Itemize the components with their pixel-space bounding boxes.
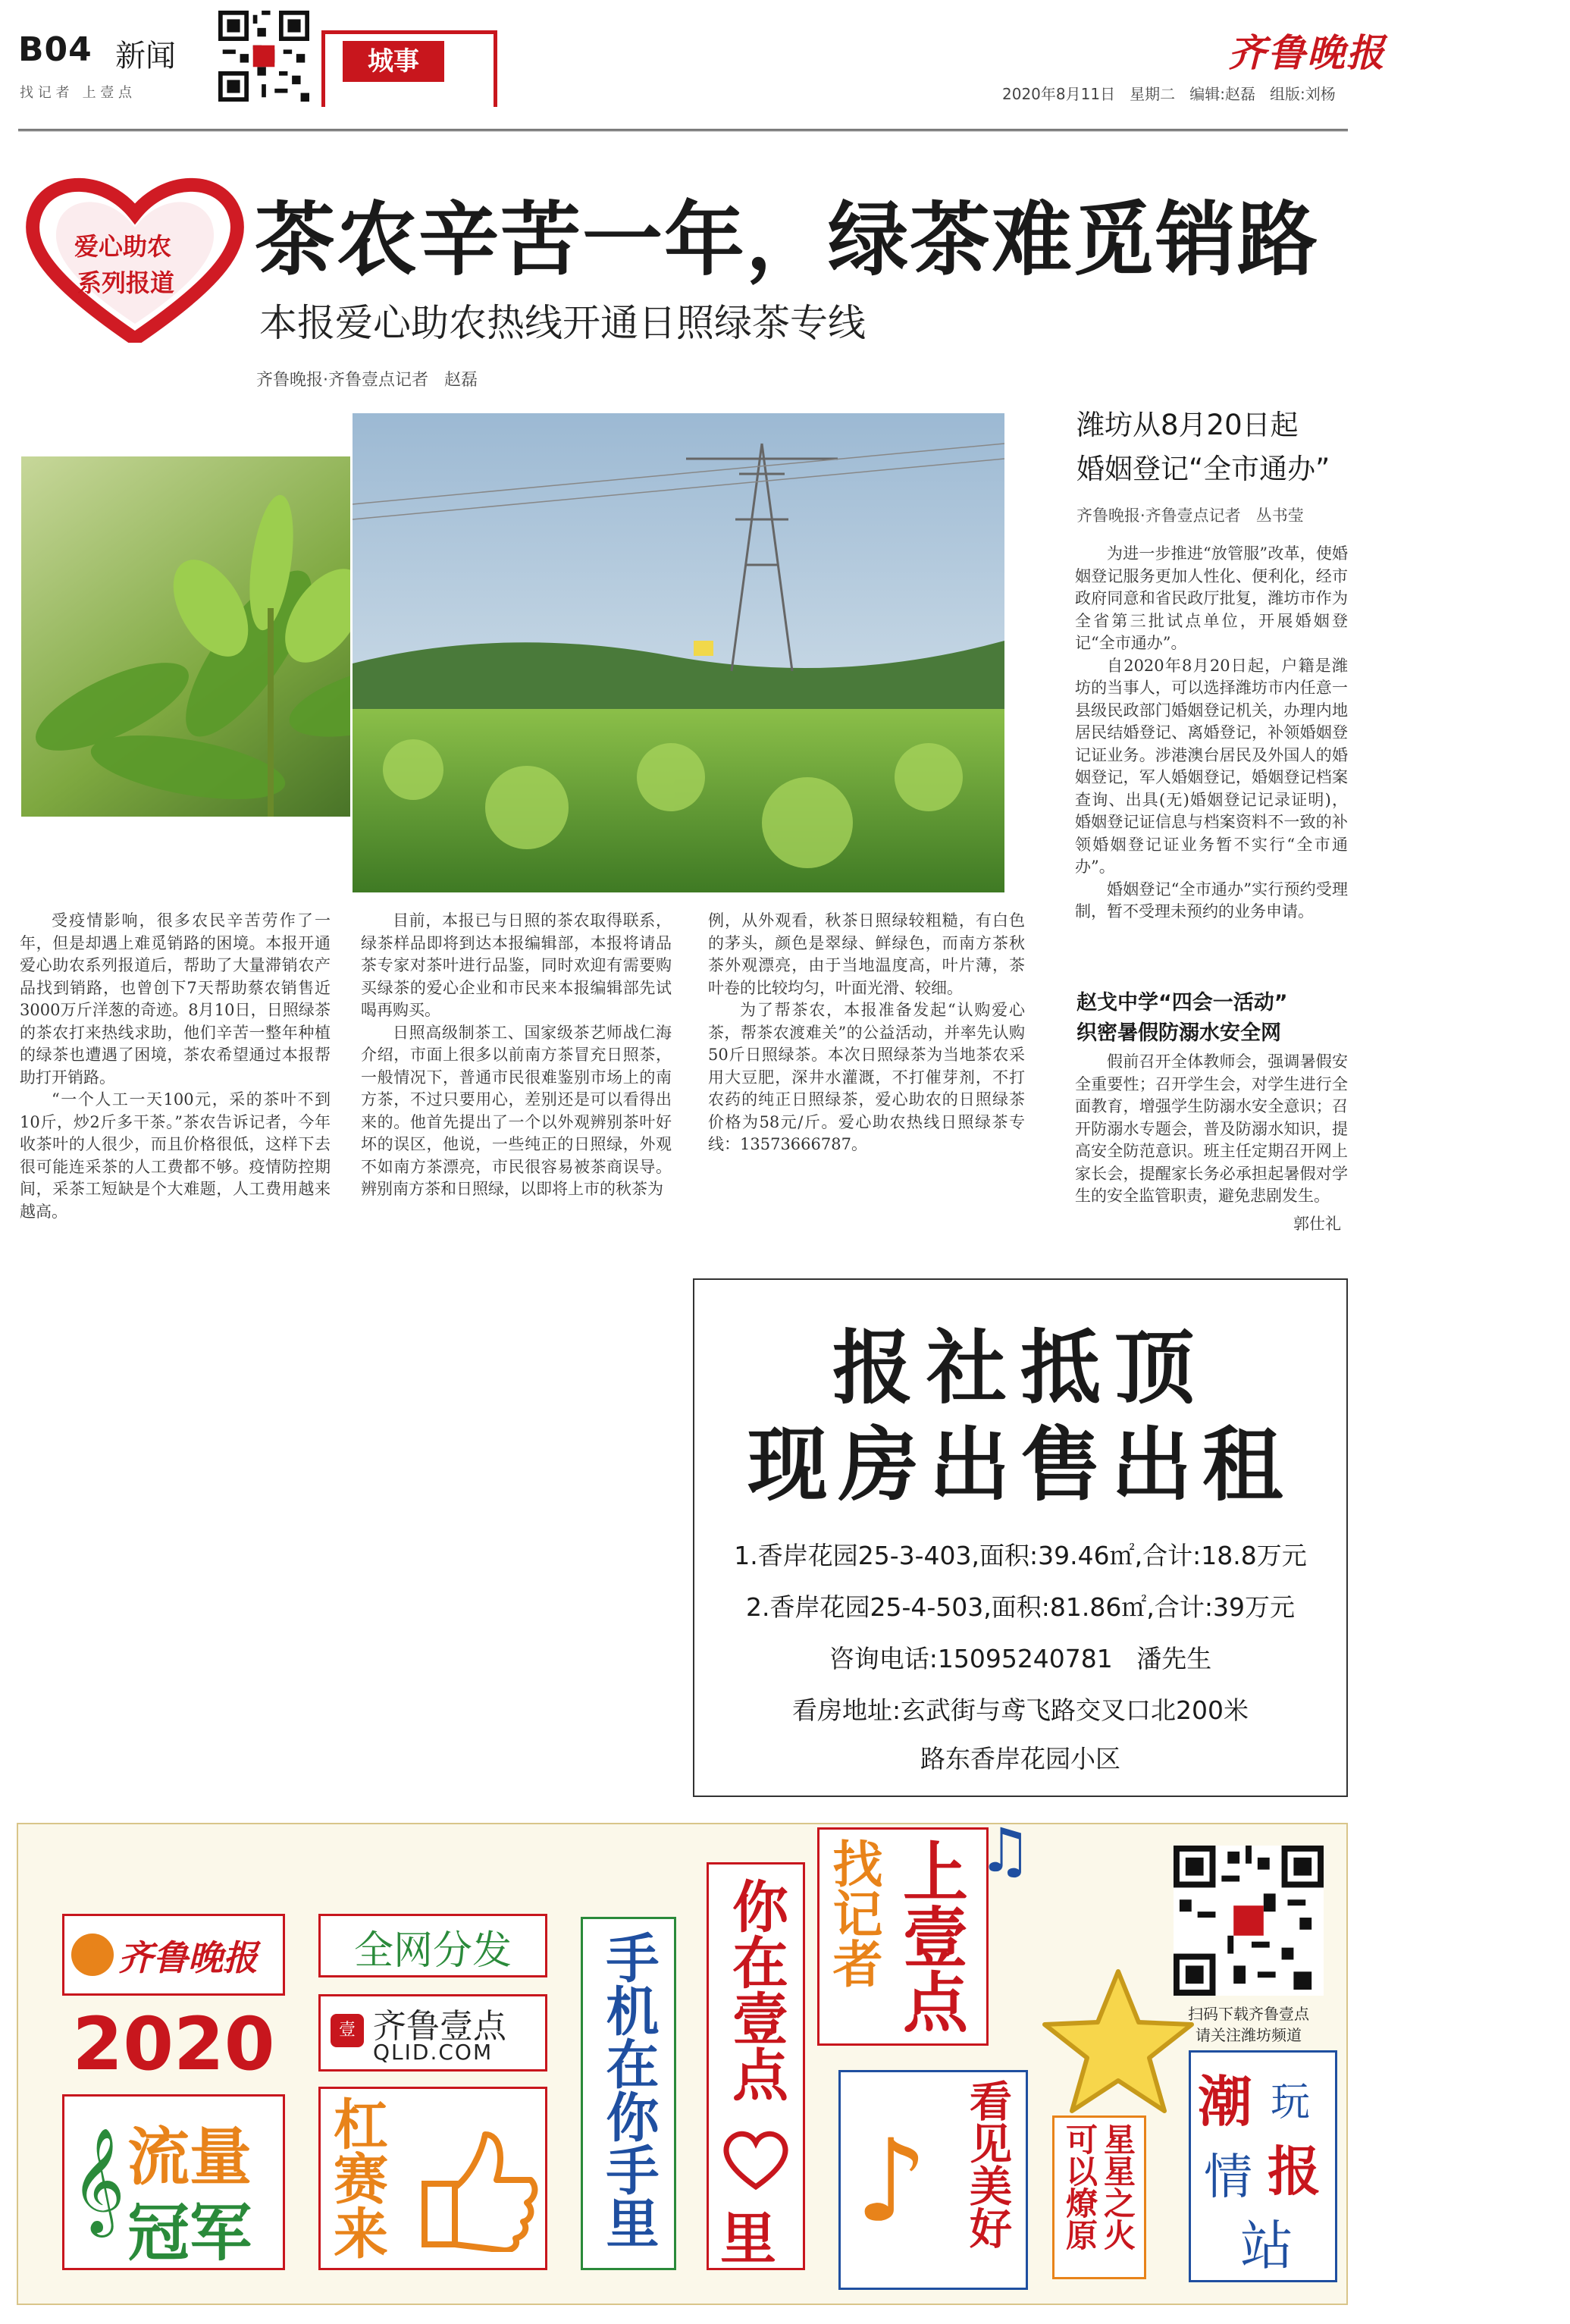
header-subline: 找 记 者 上 壹 点 xyxy=(20,85,133,101)
promo-flow-line2: 冠军 xyxy=(127,2197,252,2269)
promo-ke: 可以燎原 xyxy=(1061,2123,1098,2250)
side1-para1: 为进一步推进“放管服”改革，使婚姻登记服务更加人性化、便利化，经市政府同意和省民政厅批复，潍坊市作为全省第三批试点单位，开展婚姻登记“全市通办”。 xyxy=(1075,544,1348,652)
promo-xing: 星星之火 xyxy=(1099,2123,1136,2250)
promo-flow-line1: 流量 xyxy=(127,2122,252,2194)
promo-qr-code xyxy=(1174,1846,1324,1996)
ad-line-5: 路东香岸花园小区 xyxy=(920,1744,1120,1774)
side1-byline: 齐鲁晚报·齐鲁壹点记者 丛书莹 xyxy=(1076,507,1304,525)
ad-title-1: 报社抵顶 xyxy=(832,1322,1208,1415)
ad-title-2: 现房出售出租 xyxy=(747,1419,1293,1512)
promo-qlid-url: QLID.COM xyxy=(373,2040,494,2065)
sun-logo-icon xyxy=(71,1934,114,1976)
promo-qing: 情 xyxy=(1204,2150,1252,2206)
ad-line-1: 1.香岸花园25-3-403,面积:39.46㎡,合计:18.8万元 xyxy=(734,1541,1307,1570)
eighth-note-icon: ♪ xyxy=(855,2115,928,2247)
side2-para1: 假前召开全体教师会，强调暑假安全重要性；召开学生会，对学生进行全面教育，增强学生防溺水安全意识；召开防溺水专题会，普及防溺水知识，提高安全防范意识。班主任定期召开网上家长会，提醒家长务必承担起暑假对学生的安全监管职责，避免悲剧发生。 xyxy=(1075,1052,1348,1205)
main-col1-para1: 受疫情影响，很多农民辛苦劳作了一年，但是却遇上难觅销路的困境。本报开通爱心助农系列报道后，帮助了大量滞销农产品找到销路，也曾创下7天帮助蔡农销售近3000万斤洋葱的奇迹。8月10日，日照绿茶的茶农打来热线求助，他们辛苦一整年种植的绿茶也遭遇了困境，茶农希望通过本报帮助打开销路。 xyxy=(20,911,331,1087)
music-note-icon: ♫ xyxy=(978,1815,1033,1886)
promo-shang: 上壹点 xyxy=(892,1838,967,2034)
thumbs-up-icon xyxy=(409,2123,538,2252)
promo-chao: 潮 xyxy=(1198,2070,1253,2134)
badge-line2: 系列报道 xyxy=(77,268,175,297)
side1-para2: 自2020年8月20日起，户籍是潍坊的当事人，可以选择潍坊市内任意一县级民政部门婚姻登记机关，办理内地居民结婚登记、离婚登记，补领婚姻登记证业务。涉港澳台居民及外国人的婚姻登记，军人婚姻登记，婚姻登记档案查询、出具(无)婚姻登记记录证明)，婚姻登记证信息与档案资料不一致的补领婚姻登记证业务暂不实行“全市通办”。 xyxy=(1075,656,1348,876)
qlid-logo-icon: 壹 xyxy=(331,2014,364,2047)
promo-quanwang: 全网分发 xyxy=(353,1928,512,1974)
side1-title-line1: 潍坊从8月20日起 xyxy=(1076,409,1299,441)
page-number: B04 xyxy=(18,30,92,69)
main-col3-para1: 例，从外观看，秋茶日照绿较粗糙，有白色的茅头，颜色是翠绿、鲜绿色，而南方茶秋茶外观漂亮，由于当地温度高，叶片薄，茶叶卷的比较均匀，叶面光滑、较细。 xyxy=(708,911,1025,997)
promo-qlid-name: 齐鲁壹点 xyxy=(373,2007,506,2046)
promo-you: 你在壹点 xyxy=(723,1877,788,2102)
newspaper-logo: 齐鲁晚报 xyxy=(1228,30,1386,75)
side1-body xyxy=(1075,543,1348,968)
main-byline: 齐鲁晚报·齐鲁壹点记者 赵磊 xyxy=(256,371,478,390)
promo-phone: 手机在你手里 xyxy=(597,1930,660,2249)
main-column-3 xyxy=(708,910,1025,1244)
promo-wan: 玩 xyxy=(1271,2080,1311,2125)
side1-para3: 婚姻登记“全市通办”实行预约受理制，暂不受理未预约的业务申请。 xyxy=(1075,880,1348,921)
promo-zhao: 找记者 xyxy=(824,1838,882,1988)
dateline: 2020年8月11日 星期二 编辑:赵磊 组版:刘杨 xyxy=(1002,85,1336,103)
photo-tea-garden xyxy=(350,411,1007,895)
ad-line-3: 咨询电话:15095240781 潘先生 xyxy=(829,1644,1212,1673)
section-tag: 城事 xyxy=(343,41,444,82)
side1-title-line2: 婚姻登记“全市通办” xyxy=(1076,453,1330,485)
main-col2-para2: 日照高级制茶工、国家级茶艺师战仁海介绍，市面上很多以前南方茶冒充日照茶，一般情况下，普通市民很难鉴别市场上的南方茶，不过只要用心，差别还是可以看得出来的。他首先提出了一个以外观辨别茶叶好坏的误区，他说，一些纯正的日照绿，外观不如南方茶漂亮，市民很容易被茶商误导。辨别南方茶和日照绿，以即将上市的秋茶为 xyxy=(361,1023,672,1198)
section-name: 新闻 xyxy=(115,39,176,74)
header-rule xyxy=(18,129,1348,131)
main-col3-para2: 为了帮茶农，本报准备发起“认购爱心茶，帮茶农渡难关”的公益活动，并率先认购50斤日照绿茶。本次日照绿茶为当地茶农采用大豆肥，深井水灌溉，不打催芽剂，不打农药的纯正日照绿茶，爱心助农的日照绿茶价格为58元/斤。爱心助农热线日照绿茶专线：13573666787。 xyxy=(708,1001,1025,1153)
main-headline: 茶农辛苦一年，绿茶难觅销路 xyxy=(255,193,1319,287)
promo-kan: 看见美好 xyxy=(963,2079,1012,2249)
treble-clef-icon: 𝄞 xyxy=(71,2128,125,2233)
promo-zhan: 站 xyxy=(1240,2215,1293,2277)
side2-author: 郭仕礼 xyxy=(1293,1215,1341,1233)
promo-heart-icon xyxy=(720,2129,791,2190)
ad-line-2: 2.香岸花园25-4-503,面积:81.86㎡,合计:39万元 xyxy=(746,1592,1295,1622)
header-qr-code xyxy=(218,11,309,102)
promo-logo-text: 齐鲁晚报 xyxy=(118,1937,258,1978)
main-col1-para2: “一个人工一天100元，采的茶叶不到10斤，炒2斤多干茶。”茶农告诉记者，今年收茶叶的人很少，而且价格很低，这样下去很可能连采茶的人工费都不够。疫情防控期间，采茶工短缺是个大难题，人工费用越来越高。 xyxy=(20,1090,331,1221)
main-subhead: 本报爱心助农热线开通日照绿茶专线 xyxy=(259,301,866,345)
promo-qr-caption-2: 请关注潍坊频道 xyxy=(1196,2026,1302,2044)
ad-line-4: 看房地址:玄武街与鸢飞路交叉口北200米 xyxy=(791,1695,1249,1725)
badge-line1: 爱心助农 xyxy=(74,232,172,261)
main-column-2 xyxy=(361,910,672,1244)
promo-bao: 报 xyxy=(1268,2141,1321,2203)
promo-qr-caption-1: 扫码下载齐鲁壹点 xyxy=(1188,2005,1309,2023)
promo-year: 2020 xyxy=(72,2002,275,2087)
promo-gang: 杠赛来 xyxy=(324,2096,388,2260)
main-column-1 xyxy=(20,910,331,1244)
side2-title-line2: 织密暑假防溺水安全网 xyxy=(1076,1021,1281,1045)
promo-li: 里 xyxy=(720,2206,776,2272)
main-col2-para1: 目前，本报已与日照的茶农取得联系，绿茶样品即将到达本报编辑部，本报将请品茶专家对茶叶进行品鉴，同时欢迎有需要购买绿茶的爱心企业和市民来本报编辑部先试喝再购买。 xyxy=(361,911,672,1019)
side2-title-line1: 赵戈中学“四会一活动” xyxy=(1076,991,1288,1015)
